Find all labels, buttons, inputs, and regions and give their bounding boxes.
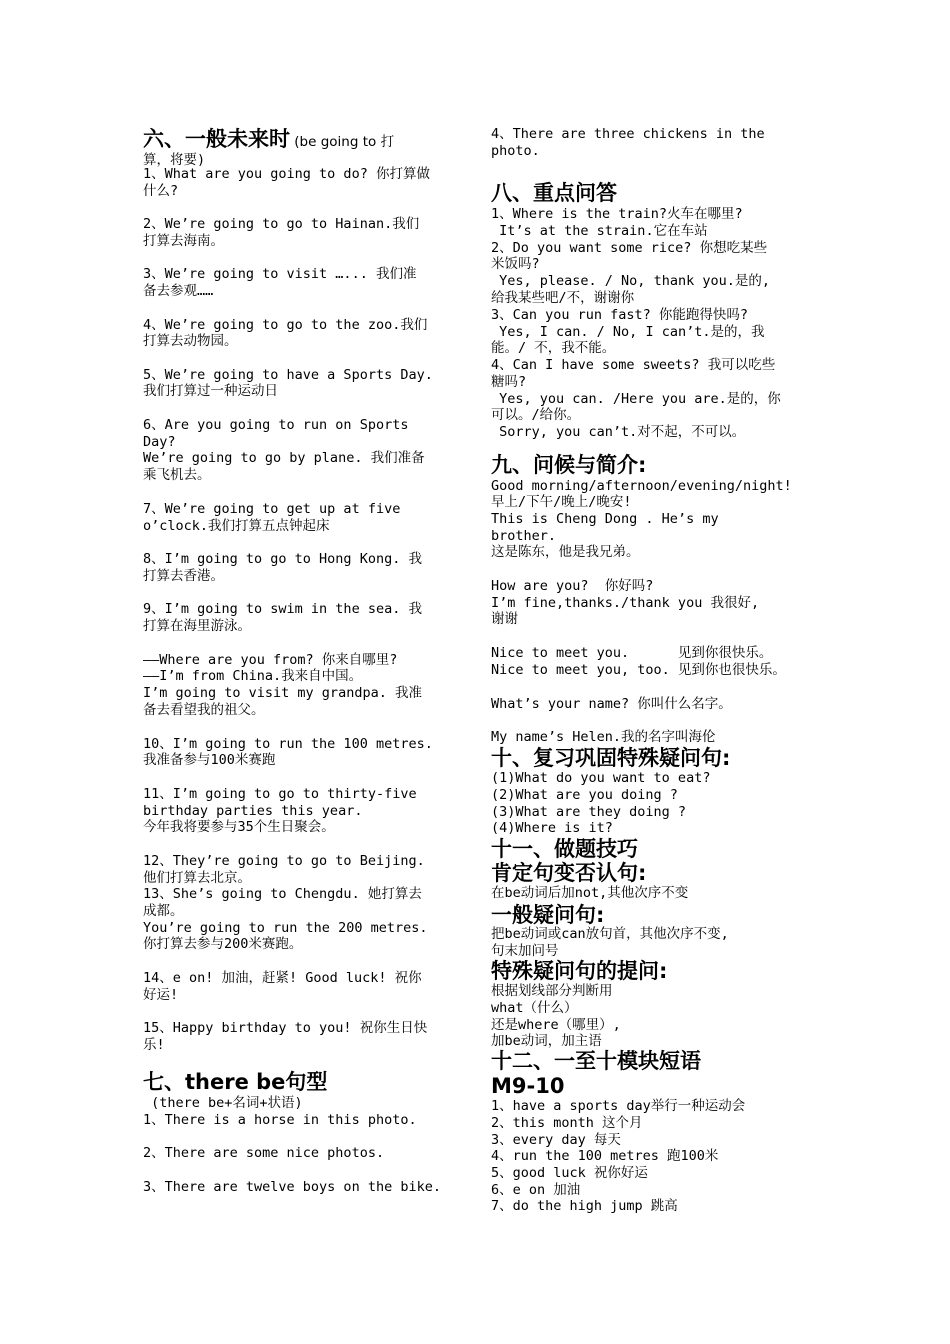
text-line: brother. (491, 528, 557, 544)
text-line: 3、Can you run fast? 你能跑得快吗? (491, 307, 749, 323)
text-line: 今年我将要参与35个生日聚会。 (143, 819, 335, 835)
text-line: o’clock.我们打算五点钟起床 (143, 518, 330, 534)
text-line: Good morning/afternoon/evening/night! (491, 478, 792, 494)
text-line: 1、There is a horse in this photo. (143, 1112, 417, 1128)
text-line: 他们打算去北京。 (143, 870, 251, 886)
text-line: ——Where are you from? 你来自哪里? (143, 652, 398, 668)
text-line: (2)What are you doing ? (491, 787, 678, 803)
text-line: 谢谢 (491, 611, 518, 627)
text-line: 句末加问号 (491, 943, 559, 959)
text-line: 11、I’m going to go to thirty-five (143, 786, 417, 802)
text-line: 1、have a sports day举行一种运动会 (491, 1098, 746, 1114)
text-line: 12、They’re going to go to Beijing. (143, 853, 425, 869)
text-line: 7、do the high jump 跳高 (491, 1198, 678, 1214)
text-line: 能。/ 不，我不能。 (491, 340, 616, 356)
text-line: 4、Can I have some sweets? 我可以吃些 (491, 357, 776, 373)
section-heading-text: 肯定句变否认句: (491, 861, 647, 885)
text-line: I’m fine,thanks./thank you 我很好, (491, 595, 760, 611)
text-line: 4、We’re going to go to the zoo.我们 (143, 317, 428, 333)
text-line: 4、run the 100 metres 跑100米 (491, 1148, 719, 1164)
text-line: 2、this month 这个月 (491, 1115, 643, 1131)
text-line: 4、There are three chickens in the (491, 126, 765, 142)
text-line: You’re going to run the 200 metres. (143, 920, 428, 936)
section-heading-text: 七、there be句型 (143, 1070, 328, 1094)
text-line: 备去参观…… (143, 283, 214, 299)
section-heading-text: M9-10 (491, 1074, 565, 1098)
section-heading (491, 902, 809, 928)
text-line: 我准备参与100米赛跑 (143, 752, 276, 768)
text-line: (there be+名词+状语) (143, 1095, 303, 1111)
section-heading (491, 958, 809, 984)
text-line: 2、Do you want some rice? 你想吃某些 (491, 240, 768, 256)
text-line: 3、We’re going to visit …... 我们准 (143, 266, 417, 282)
text-line: 给我某些吧/不，谢谢你 (491, 290, 635, 306)
section-heading-text: 十一、做题技巧 (491, 837, 638, 861)
section-heading (143, 1069, 459, 1095)
text-line: 好运! (143, 987, 179, 1003)
text-line: 乐! (143, 1037, 165, 1053)
text-line: Nice to meet you. 见到你很快乐。 (491, 645, 773, 661)
section-heading-text: 九、问候与简介: (491, 453, 647, 477)
text-line: 米饭吗? (491, 256, 540, 272)
text-line: 5、good luck 祝你好运 (491, 1165, 648, 1181)
text-line: 备去看望我的祖父。 (143, 702, 265, 718)
text-line: 10、I’m going to run the 100 metres. (143, 736, 433, 752)
text-line: 根据划线部分判断用 (491, 983, 613, 999)
section-heading-text: 八、重点问答 (491, 181, 617, 205)
text-line: 14、e on! 加油，赶紧! Good luck! 祝你 (143, 970, 422, 986)
text-line: Sorry, you can’t.对不起，不可以。 (491, 424, 746, 440)
text-line: 乘飞机去。 (143, 467, 211, 483)
text-line: What’s your name? 你叫什么名字。 (491, 696, 732, 712)
text-line: 打算去海南。 (143, 233, 224, 249)
text-line: 我们打算过一种运动日 (143, 383, 278, 399)
text-line: 7、We’re going to get up at five (143, 501, 401, 517)
text-line: Nice to meet you, too. 见到你也很快乐。 (491, 662, 786, 678)
text-line: 早上/下午/晚上/晚安! (491, 494, 632, 510)
text-line: photo. (491, 143, 540, 159)
text-line: 可以。/给你。 (491, 407, 581, 423)
text-line: (1)What do you want to eat? (491, 770, 711, 786)
section-heading (491, 836, 809, 862)
text-line: 6、Are you going to run on Sports (143, 417, 409, 433)
section-heading-text: 一般疑问句: (491, 903, 605, 927)
text-line: 9、I’m going to swim in the sea. 我 (143, 601, 422, 617)
section-heading (491, 452, 809, 478)
section-heading-text: 六、一般未来时 (143, 127, 290, 151)
text-line: 13、She’s going to Chengdu. 她打算去 (143, 886, 422, 902)
section-heading-text: 特殊疑问句的提问: (491, 959, 668, 983)
text-line: 这是陈东，他是我兄弟。 (491, 544, 640, 560)
text-line: 5、We’re going to have a Sports Day. (143, 367, 433, 383)
text-line: 打算去香港。 (143, 568, 224, 584)
text-line: birthday parties this year. (143, 803, 363, 819)
section-heading (491, 1048, 809, 1074)
text-line: 在be动词后加not,其他次序不变 (491, 885, 689, 901)
text-line: 什么? (143, 183, 179, 199)
text-line: (3)What are they doing ? (491, 804, 687, 820)
text-line: Yes, please. / No, thank you.是的, (491, 273, 770, 289)
text-line: 15、Happy birthday to you! 祝你生日快 (143, 1020, 428, 1036)
text-line: This is Cheng Dong . He’s my (491, 511, 719, 527)
text-line: 把be动词或can放句首，其他次序不变, (491, 926, 729, 942)
text-line: 打算去动物园。 (143, 333, 238, 349)
text-line: 算，将要) (143, 152, 206, 168)
text-line: 成都。 (143, 903, 184, 919)
text-line: Day? (143, 434, 176, 450)
text-line: 3、every day 每天 (491, 1132, 621, 1148)
text-line: I’m going to visit my grandpa. 我准 (143, 685, 422, 701)
text-line: 你打算去参与200米赛跑。 (143, 936, 303, 952)
text-line: 打算在海里游泳。 (143, 618, 251, 634)
section-heading (491, 180, 809, 206)
text-line: 2、We’re going to go to Hainan.我们 (143, 216, 420, 232)
section-heading-text: 十二、一至十模块短语 (491, 1049, 701, 1073)
text-line: 6、e on 加油 (491, 1182, 581, 1198)
text-line: 3、There are twelve boys on the bike. (143, 1179, 441, 1195)
section-heading-note: (be going to 打 (290, 134, 395, 150)
text-line: what（什么） (491, 1000, 578, 1016)
section-heading (491, 745, 809, 771)
section-heading (491, 1073, 809, 1099)
text-line: ——I’m from China.我来自中国。 (143, 668, 363, 684)
text-line: Yes, you can. /Here you are.是的，你 (491, 391, 781, 407)
text-line: 1、What are you going to do? 你打算做 (143, 166, 430, 182)
text-line: 加be动词，加主语 (491, 1033, 602, 1049)
text-line: 1、Where is the train?火车在哪里? (491, 206, 743, 222)
section-heading (491, 860, 809, 886)
text-line: How are you? 你好吗? (491, 578, 654, 594)
text-line: Yes, I can. / No, I can’t.是的，我 (491, 324, 765, 340)
text-line: It’s at the strain.它在车站 (491, 223, 708, 239)
section-heading-text: 十、复习巩固特殊疑问句: (491, 746, 731, 770)
text-line: 2、There are some nice photos. (143, 1145, 385, 1161)
text-line: We’re going to go by plane. 我们准备 (143, 450, 425, 466)
section-heading (143, 126, 459, 155)
text-line: (4)Where is it? (491, 820, 613, 836)
text-line: 8、I’m going to go to Hong Kong. 我 (143, 551, 422, 567)
text-line: My name’s Helen.我的名字叫海伦 (491, 729, 716, 745)
text-line: 糖吗? (491, 374, 527, 390)
text-line: 还是where（哪里）, (491, 1017, 621, 1033)
